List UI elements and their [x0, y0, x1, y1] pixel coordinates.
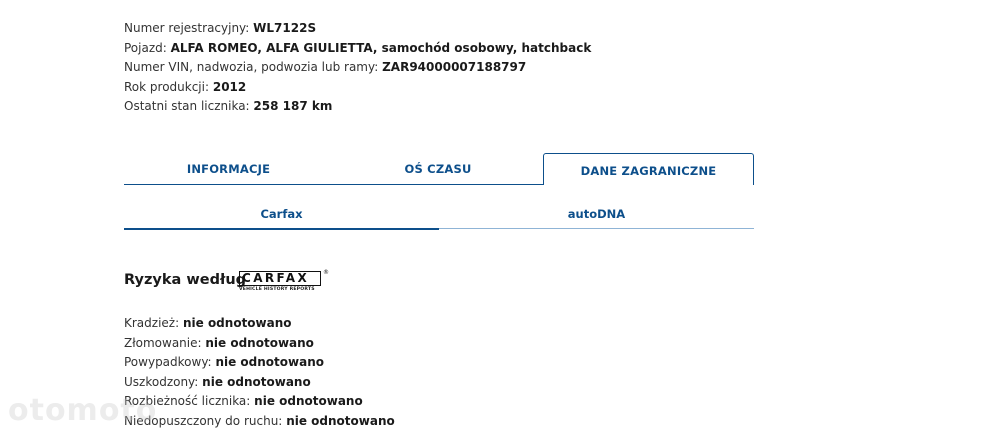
risk-row-odometer-discrepancy [124, 392, 395, 412]
damaged-value: nie odnotowano [202, 374, 311, 389]
odometer-value: 258 187 km [253, 99, 333, 114]
risk-row-accident [124, 353, 395, 373]
tab-dane-zagraniczne[interactable]: DANE ZAGRANICZNE [543, 153, 754, 185]
info-row-odometer [124, 97, 591, 117]
scrapping-value: nie odnotowano [205, 335, 314, 350]
carfax-logo-registered: ® [323, 269, 329, 276]
tab-os-czasu[interactable]: OŚ CZASU [404, 162, 472, 176]
carfax-logo-subtitle: VEHICLE HISTORY REPORTS [239, 287, 315, 292]
main-tabs [124, 153, 754, 185]
vin-label: Numer VIN, nadwozia, podwozia lub ramy: [124, 60, 379, 75]
production-year-value: 2012 [212, 79, 247, 94]
info-row-vin [124, 58, 591, 78]
risk-heading [124, 269, 329, 292]
info-row-vehicle [124, 39, 591, 59]
registration-label: Numer rejestracyjny: [124, 21, 250, 35]
carfax-logo-wordmark: CARFAX [239, 271, 321, 286]
vin-value: ZAR94000007188797 [382, 60, 527, 75]
theft-value: nie odnotowano [182, 316, 292, 330]
not-roadworthy-value: nie odnotowano [286, 413, 395, 428]
subtab-carfax[interactable]: Carfax [124, 199, 439, 230]
carfax-logo [239, 271, 329, 297]
vehicle-value: ALFA ROMEO, ALFA GIULIETTA, samochód osobowy, hatchback [170, 40, 592, 55]
not-roadworthy-label: Niedopuszczony do ruchu: [124, 413, 283, 428]
sub-tabs [124, 199, 754, 231]
info-row-registration [124, 19, 591, 39]
registration-value: WL7122S [253, 21, 317, 35]
damaged-label: Uszkodzony: [124, 374, 199, 389]
subtab-autodna[interactable]: autoDNA [439, 199, 754, 229]
production-year-label: Rok produkcji: [124, 79, 210, 94]
risk-list [124, 314, 395, 432]
watermark: otomoto [8, 393, 158, 428]
scrapping-label: Złomowanie: [124, 335, 202, 350]
vehicle-label: Pojazd: [124, 40, 167, 55]
risk-row-scrapping [124, 334, 395, 354]
tab-informacje[interactable]: INFORMACJE [186, 162, 271, 176]
info-row-production-year [124, 78, 591, 98]
accident-value: nie odnotowano [215, 355, 324, 370]
risk-title: Ryzyka według [124, 272, 247, 288]
risk-row-theft [124, 314, 395, 334]
odometer-label: Ostatni stan licznika: [124, 99, 250, 114]
risk-row-not-roadworthy [124, 412, 395, 432]
vehicle-info-list [124, 19, 591, 117]
odometer-discrepancy-value: nie odnotowano [254, 394, 363, 409]
odometer-discrepancy-label: Rozbieżność licznika: [124, 394, 251, 409]
risk-row-damaged [124, 373, 395, 393]
accident-label: Powypadkowy: [124, 355, 212, 370]
theft-label: Kradzież: [124, 316, 180, 330]
